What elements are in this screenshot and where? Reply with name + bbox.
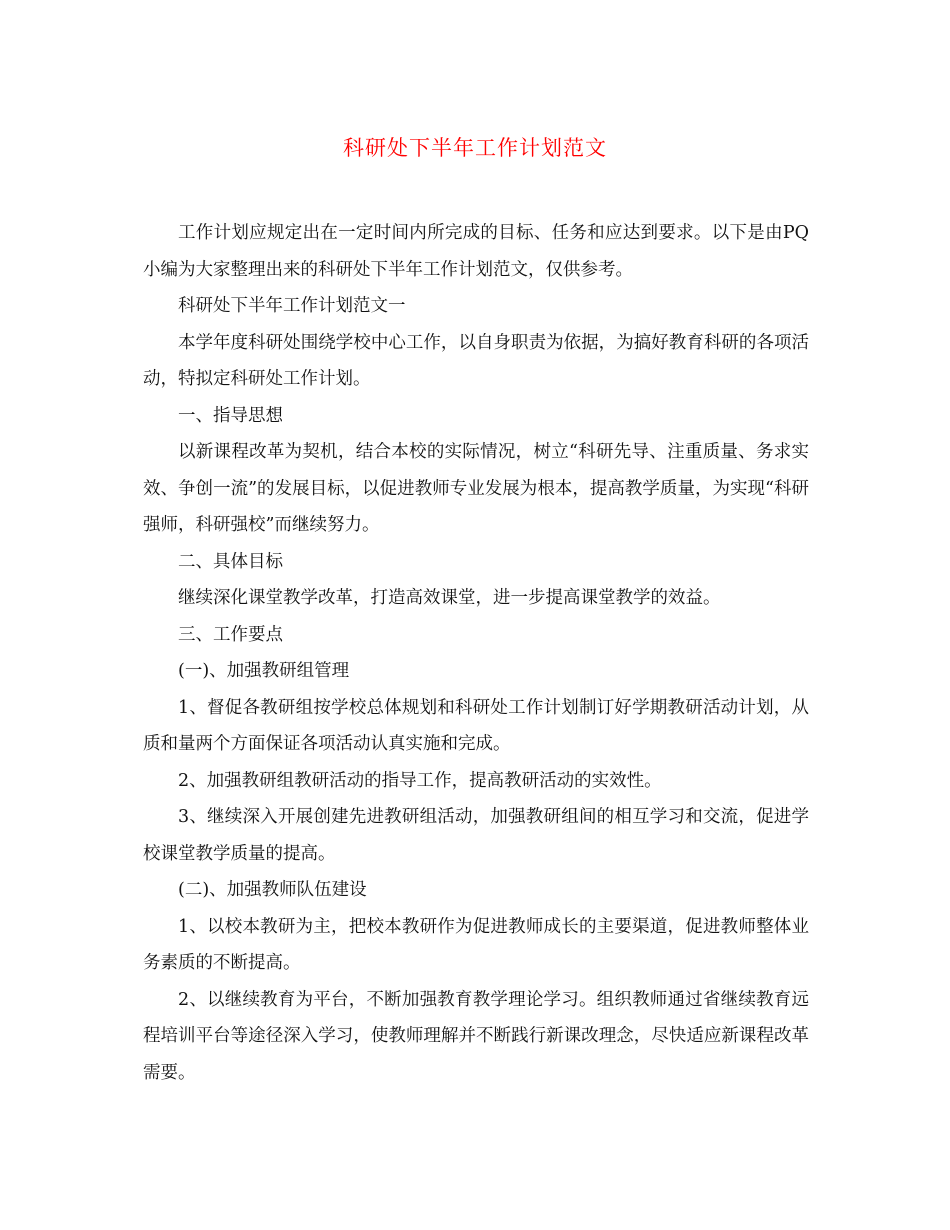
- document-body: [143, 215, 809, 1091]
- paragraph-intro: 工作计划应规定出在一定时间内所完成的目标、任务和应达到要求。以下是由PQ小编为大家整理出来的科研处下半年工作计划范文，仅供参考。: [143, 223, 809, 280]
- paragraph-heading-2: 二、具体目标: [178, 551, 283, 572]
- page-title: 科研处下半年工作计划范文: [343, 136, 607, 160]
- paragraph-subheading-1: (一)、加强教研组管理: [178, 661, 350, 681]
- paragraph-heading-1: 一、指导思想: [178, 405, 283, 426]
- paragraph-item: 2、以继续教育为平台，不断加强教育教学理论学习。组织教师通过省继续教育远程培训平台等途径深入学习，使教师理解并不断践行新课改理念，尽快适应新课程改革需要。: [143, 989, 809, 1083]
- paragraph-heading-3: 三、工作要点: [178, 624, 283, 645]
- paragraph-section-heading: 科研处下半年工作计划范文一: [178, 296, 406, 316]
- paragraph-item: 1、以校本教研为主，把校本教研作为促进教师成长的主要渠道，促进教师整体业务素质的不断提高。: [143, 916, 809, 973]
- paragraph-item: 3、继续深入开展创建先进教研组活动，加强教研组间的相互学习和交流，促进学校课堂教学质量的提高。: [143, 807, 809, 864]
- paragraph: 继续深化课堂教学改革，打造高效课堂，进一步提高课堂教学的效益。: [178, 588, 721, 608]
- paragraph: 本学年度科研处围绕学校中心工作，以自身职责为依据，为搞好教育科研的各项活动，特拟定科研处工作计划。: [143, 332, 809, 389]
- paragraph-item: 2、加强教研组教研活动的指导工作，提高教研活动的实效性。: [178, 770, 662, 791]
- paragraph: 以新课程改革为契机，结合本校的实际情况，树立“科研先导、注重质量、务求实效、争创一流”的发展目标，以促进教师专业发展为根本，提高教学质量，为实现“科研强师，科研强校”而继续努力。: [143, 442, 809, 535]
- paragraph-item: 1、督促各教研组按学校总体规划和科研处工作计划制订好学期教研活动计划，从质和量两个方面保证各项活动认真实施和完成。: [143, 697, 809, 754]
- paragraph-subheading-2: (二)、加强教师队伍建设: [178, 880, 367, 900]
